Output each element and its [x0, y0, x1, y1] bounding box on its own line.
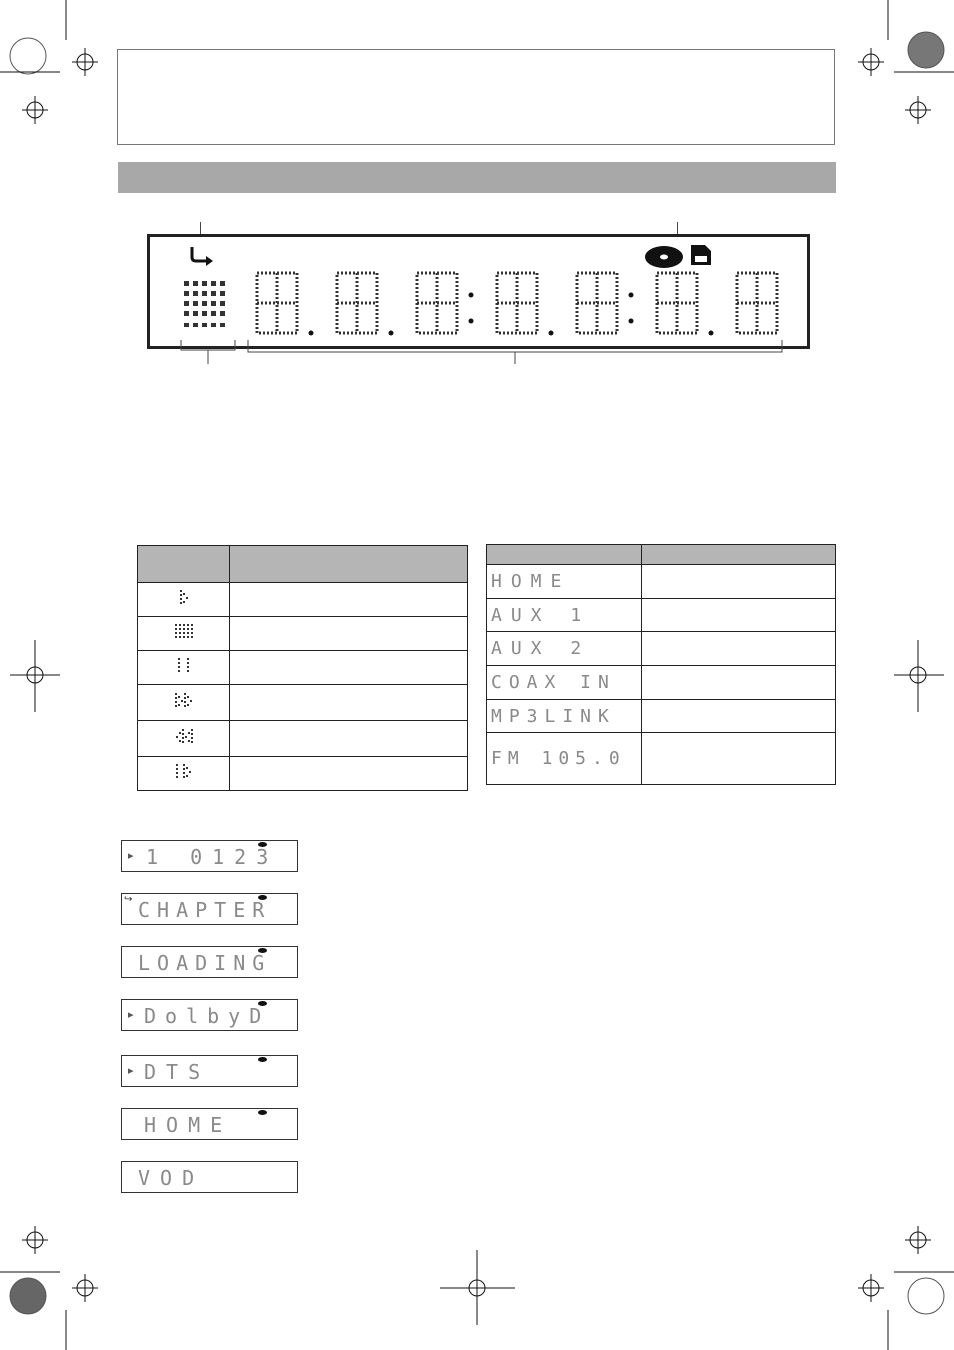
fast-reverse-icon	[172, 727, 196, 747]
play-icon: ▸	[128, 849, 134, 862]
example-display-3	[121, 946, 298, 978]
table-row	[138, 617, 468, 651]
pause-icon	[174, 656, 194, 676]
example-display-1	[121, 840, 298, 872]
table-row	[138, 583, 468, 617]
section-title-bar	[118, 162, 836, 193]
status-symbol-table	[137, 545, 468, 791]
header-box	[117, 49, 835, 145]
example-display-5	[121, 1055, 298, 1087]
table-row	[138, 721, 468, 757]
example-display-text: HOME	[144, 1113, 233, 1137]
table-row	[487, 599, 836, 632]
table-row	[138, 651, 468, 685]
source-display-table	[486, 544, 836, 785]
table-header-row	[138, 546, 468, 583]
table-header-row	[487, 545, 836, 565]
character-segments	[255, 269, 795, 344]
example-display-4	[121, 999, 298, 1031]
status-dot-matrix	[182, 277, 242, 337]
play-icon	[174, 588, 194, 608]
table-row	[487, 666, 836, 700]
example-display-2	[121, 893, 298, 925]
table-row	[487, 700, 836, 733]
table-row	[138, 685, 468, 721]
source-display-text: AUX 1	[491, 604, 591, 626]
table-row	[487, 733, 836, 785]
table-row	[487, 632, 836, 666]
stop-icon	[173, 622, 195, 642]
repeat-icon	[186, 245, 216, 267]
example-display-text: CHAPTER	[138, 898, 272, 922]
front-display-panel	[147, 234, 810, 349]
example-display-text: 1 0123	[146, 845, 279, 869]
example-display-7	[121, 1161, 298, 1193]
bottom-brackets	[170, 336, 870, 366]
repeat-icon: ↪	[124, 894, 133, 905]
slow-forward-icon	[173, 762, 195, 782]
example-display-text: DTS	[144, 1060, 211, 1084]
source-display-text: FM 105.0	[491, 748, 626, 769]
disc-icon	[258, 1057, 267, 1062]
source-display-text: HOME	[491, 571, 571, 592]
table-row	[487, 565, 836, 599]
sd-card-icon	[689, 243, 713, 267]
fast-forward-icon	[172, 691, 196, 711]
source-display-text: MP3LINK	[491, 705, 616, 727]
disc-icon	[644, 245, 684, 269]
source-display-text: COAX IN	[491, 672, 616, 693]
example-display-text: VOD	[138, 1166, 205, 1190]
example-display-text: DolbyD	[144, 1004, 271, 1028]
play-icon: ▸	[128, 1064, 134, 1077]
source-display-text: AUX 2	[491, 638, 591, 659]
disc-icon	[258, 1110, 267, 1115]
example-display-text: LOADING	[138, 951, 272, 975]
play-icon: ▸	[128, 1008, 134, 1021]
table-row	[138, 757, 468, 791]
example-display-6	[121, 1108, 298, 1140]
